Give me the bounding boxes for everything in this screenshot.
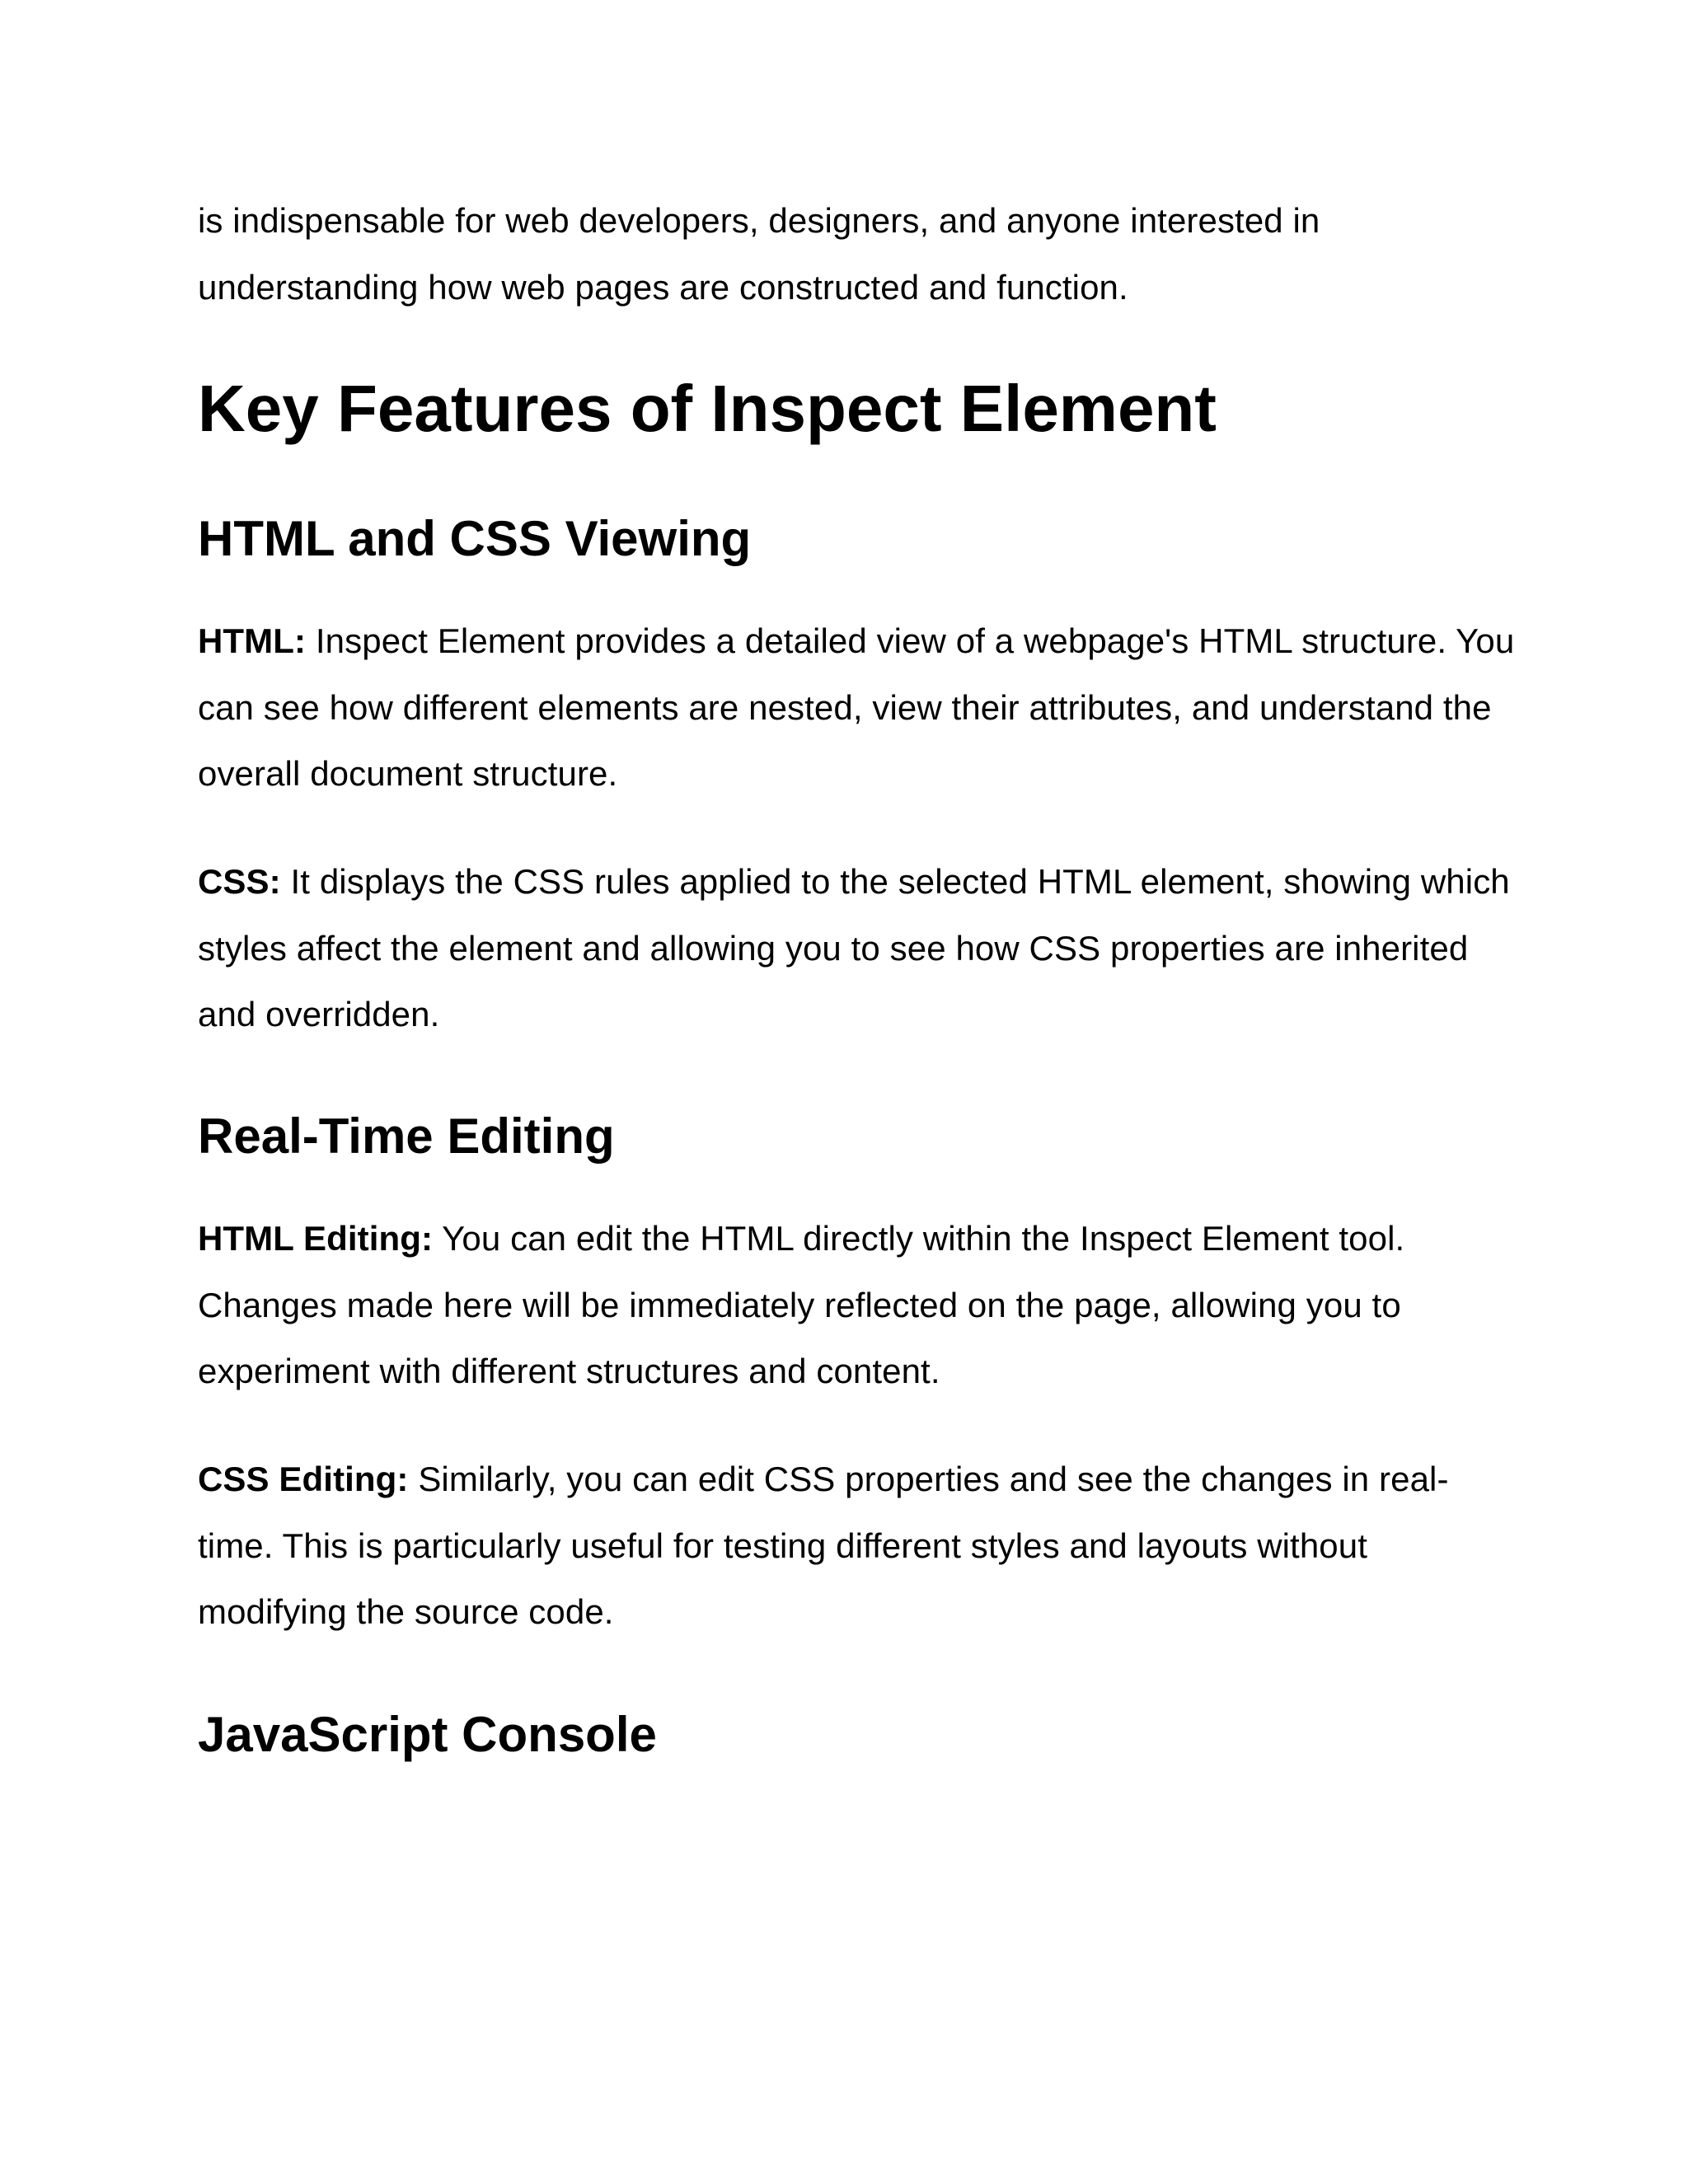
css-description: It displays the CSS rules applied to the selected HTML element, showing which styles affect the element and allowing you to see how CSS properties are inherited and overridden. — [198, 862, 1510, 1033]
section-heading-real-time-editing: Real-Time Editing — [198, 1108, 615, 1164]
html-label: HTML: — [198, 621, 307, 660]
css-editing-paragraph — [198, 1446, 1517, 1646]
intro-paragraph: is indispensable for web developers, designers, and anyone interested in understanding how web pages are constructed and function. — [198, 201, 1320, 307]
html-editing-description: You can edit the HTML directly within the Inspect Element tool. Changes made here will be immediately reflected on the page, allowing you to experiment with different structures and content. — [198, 1219, 1405, 1390]
html-viewing-paragraph — [198, 608, 1517, 808]
css-label: CSS: — [198, 862, 281, 901]
section-heading-html-css-viewing: HTML and CSS Viewing — [198, 511, 752, 566]
main-heading: Key Features of Inspect Element — [198, 372, 1217, 445]
html-description: Inspect Element provides a detailed view of a webpage's HTML structure. You can see how different elements are nested, view their attributes, and understand the overall document structure. — [198, 621, 1515, 793]
css-editing-label: CSS Editing: — [198, 1460, 409, 1498]
css-editing-description: Similarly, you can edit CSS properties and see the changes in real-time. This is particularly useful for testing different styles and layouts without modifying the source code. — [198, 1460, 1449, 1631]
section-heading-javascript-console: JavaScript Console — [198, 1707, 657, 1762]
css-viewing-paragraph — [198, 849, 1517, 1048]
html-editing-paragraph — [198, 1206, 1517, 1405]
html-editing-label: HTML Editing: — [198, 1219, 434, 1258]
